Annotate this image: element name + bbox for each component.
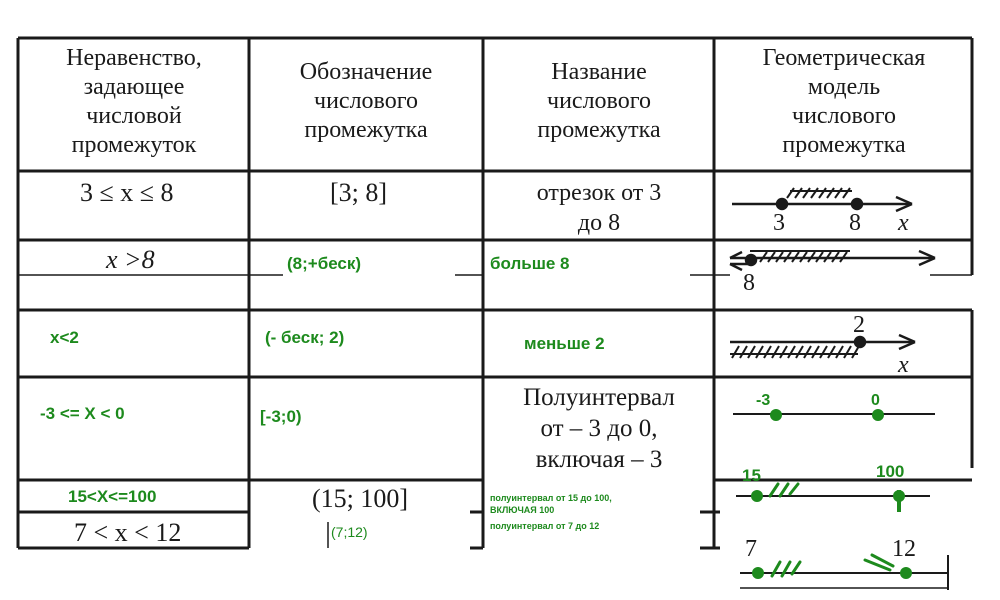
row2-label-8: 8 [743,270,755,296]
row5-notation: (15; 100] [312,484,409,513]
row2-inequality: x >8 [106,245,155,274]
row4-label-minus3: -3 [756,392,771,409]
row3-inequality: x<2 [50,328,79,347]
row2-notation: (8;+беск) [287,254,362,273]
row4-name: Полуинтервал от – 3 до 0, включая – 3 [523,384,675,473]
row5-name: полуинтервал от 15 до 100, ВКЛЮЧАЯ 100 [490,493,612,515]
header-name: Название числового промежутка [537,59,661,143]
row1-inequality: 3 ≤ x ≤ 8 [80,178,174,207]
row6-name: полуинтервал от 7 до 12 [490,521,600,531]
row5-label-100: 100 [876,462,905,481]
row4-notation: [-3;0) [260,407,302,426]
header-model: Геометрическая модель числового промежутка [762,45,926,158]
row6-label-7: 7 [745,536,757,562]
row6-label-12: 12 [892,536,916,562]
row6-inequality: 7 < x < 12 [74,518,182,547]
row5-label-15: 15 [742,466,761,485]
number-line-row1 [732,188,912,211]
row6-notation: (7;12) [331,524,368,540]
row4-label-0: 0 [871,392,880,409]
row1-notation: [3; 8] [330,178,388,207]
row1-label-3: 3 [773,210,785,236]
number-line-row4 [733,409,935,421]
header-notation: Обозначение числового промежутка [299,59,433,143]
row3-label-2: 2 [853,312,865,338]
row3-notation: (- беск; 2) [265,328,345,347]
number-line-row5 [736,484,930,512]
row4-inequality: -3 <= X < 0 [40,404,125,423]
row3-label-x: x [898,352,909,378]
row1-label-x: x [898,210,909,236]
row2-name: больше 8 [490,254,570,273]
header-inequality: Неравенство, задающее числовой промежуток [66,45,202,158]
number-line-row2 [730,251,935,270]
number-line-row6 [740,555,948,590]
number-line-row3 [730,335,915,358]
row1-label-8: 8 [849,210,861,236]
row5-inequality: 15<X<=100 [68,487,157,506]
row3-name: меньше 2 [524,334,605,353]
row1-name: отрезок от 3 до 8 [536,180,662,236]
